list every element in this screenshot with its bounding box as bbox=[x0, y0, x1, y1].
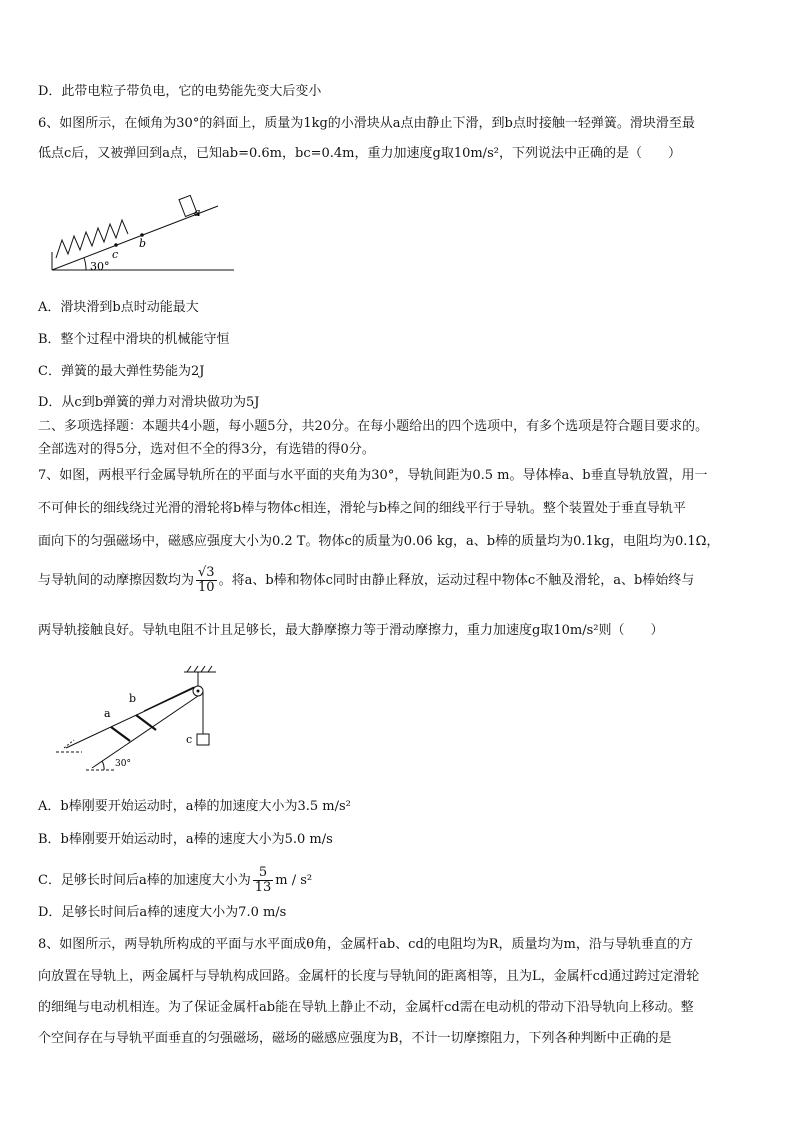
q8-stem-3: 的细绳与电动机相连。为了保证金属杆ab能在导轨上静止不动，金属杆cd需在电动机的带动下沿导轨向上移动。整 bbox=[38, 1000, 694, 1015]
q7-stem-4 bbox=[38, 566, 694, 595]
q8-stem-1: 8、如图所示，两导轨所构成的平面与水平面成θ角，金属杆ab、cd的电阻均为R，质量均为m，沿与导轨垂直的方 bbox=[38, 937, 693, 952]
section2-header-2: 全部选对的得5分，选对但不全的得3分，有选错的得0分。 bbox=[38, 442, 375, 457]
q7-option-c-den: 13 bbox=[254, 880, 272, 895]
q7-label-c: c bbox=[186, 733, 193, 746]
q6-option-d: D．从c到b弹簧的弹力对滑块做功为5J bbox=[38, 395, 260, 410]
q6-option-a: A．滑块滑到b点时动能最大 bbox=[38, 300, 199, 315]
q8-stem-2: 向放置在导轨上，两金属杆与导轨构成回路。金属杆的长度与导轨间的距离相等，且为L，金属杆cd通过跨过定滑轮 bbox=[38, 969, 700, 984]
q7-stem-4-pre: 与导轨间的动摩擦因数均为 bbox=[38, 573, 195, 588]
q7-option-c-unit: m / s² bbox=[275, 873, 313, 888]
section2-header-1: 二、多项选择题：本题共4小题，每小题5分，共20分。在每小题给出的四个选项中，有多个选项是符合题目要求的。 bbox=[38, 419, 709, 434]
q8-stem-4: 个空间存在与导轨平面垂直的匀强磁场，磁场的磁感应强度为B，不计一切摩擦阻力，下列各种判断中正确的是 bbox=[38, 1031, 672, 1046]
q7-option-b: B．b棒刚要开始运动时，a棒的速度大小为5.0 m/s bbox=[38, 832, 333, 847]
q7-option-d: D．足够长时间后a棒的速度大小为7.0 m/s bbox=[38, 905, 287, 920]
q6-label-c: c bbox=[112, 248, 119, 261]
q7-stem-2: 不可伸长的细线绕过光滑的滑轮将b棒与物体c相连，滑轮与b棒之间的细线平行于导轨。整个装置处于垂直导轨平 bbox=[38, 501, 686, 516]
q6-label-a: a bbox=[194, 206, 201, 219]
q6-label-angle: 30° bbox=[90, 260, 110, 273]
q7-fraction-den: 10 bbox=[198, 580, 215, 595]
q7-label-a: a bbox=[104, 707, 111, 720]
q6-stem-2: 低点c后，又被弹回到a点，已知ab=0.6m，bc=0.4m，重力加速度g取10m/s²，下列说法中正确的是（ ） bbox=[38, 146, 681, 161]
q7-stem-4-post: 。将a、b棒和物体c同时由静止释放，运动过程中物体c不触及滑轮，a、b棒始终与 bbox=[218, 573, 695, 588]
q7-stem-1: 7、如图，两根平行金属导轨所在的平面与水平面的夹角为30°，导轨间距为0.5 m。导体棒a、b垂直导轨放置，用一 bbox=[38, 468, 708, 483]
q7-stem-3: 面向下的匀强磁场中，磁感应强度大小为0.2 T。物体c的质量为0.06 kg，a、b棒的质量均为0.1kg，电阻均为0.1Ω， bbox=[38, 534, 720, 549]
q7-option-a: A．b棒刚要开始运动时，a棒的加速度大小为3.5 m/s² bbox=[38, 799, 351, 814]
q7-option-c-fraction bbox=[253, 866, 274, 895]
q7-option-c-num: 5 bbox=[253, 866, 274, 881]
q6-option-b: B．整个过程中滑块的机械能守恒 bbox=[38, 332, 230, 347]
q7-fraction-num: √3 bbox=[198, 565, 215, 580]
q6-option-c: C．弹簧的最大弹性势能为2J bbox=[38, 364, 205, 379]
q6-figure bbox=[46, 178, 236, 276]
q7-option-c bbox=[38, 866, 312, 895]
q6-label-b: b bbox=[139, 237, 147, 250]
q7-stem-5: 两导轨接触良好。导轨电阻不计且足够长，最大静摩擦力等于滑动摩擦力，重力加速度g取10m/s²则（ ） bbox=[38, 623, 664, 638]
option-d-prev: D．此带电粒子带负电，它的电势能先变大后变小 bbox=[38, 84, 322, 99]
q7-option-c-pre: C．足够长时间后a棒的加速度大小为 bbox=[38, 873, 251, 888]
q6-stem-1: 6、如图所示，在倾角为30°的斜面上，质量为1kg的小滑块从a点由静止下滑，到b点时接触一轻弹簧。滑块滑至最 bbox=[38, 116, 695, 131]
q7-label-b: b bbox=[129, 692, 137, 705]
q7-friction-fraction bbox=[196, 566, 217, 595]
q7-label-angle: 30° bbox=[115, 759, 131, 769]
q7-figure bbox=[56, 660, 236, 775]
